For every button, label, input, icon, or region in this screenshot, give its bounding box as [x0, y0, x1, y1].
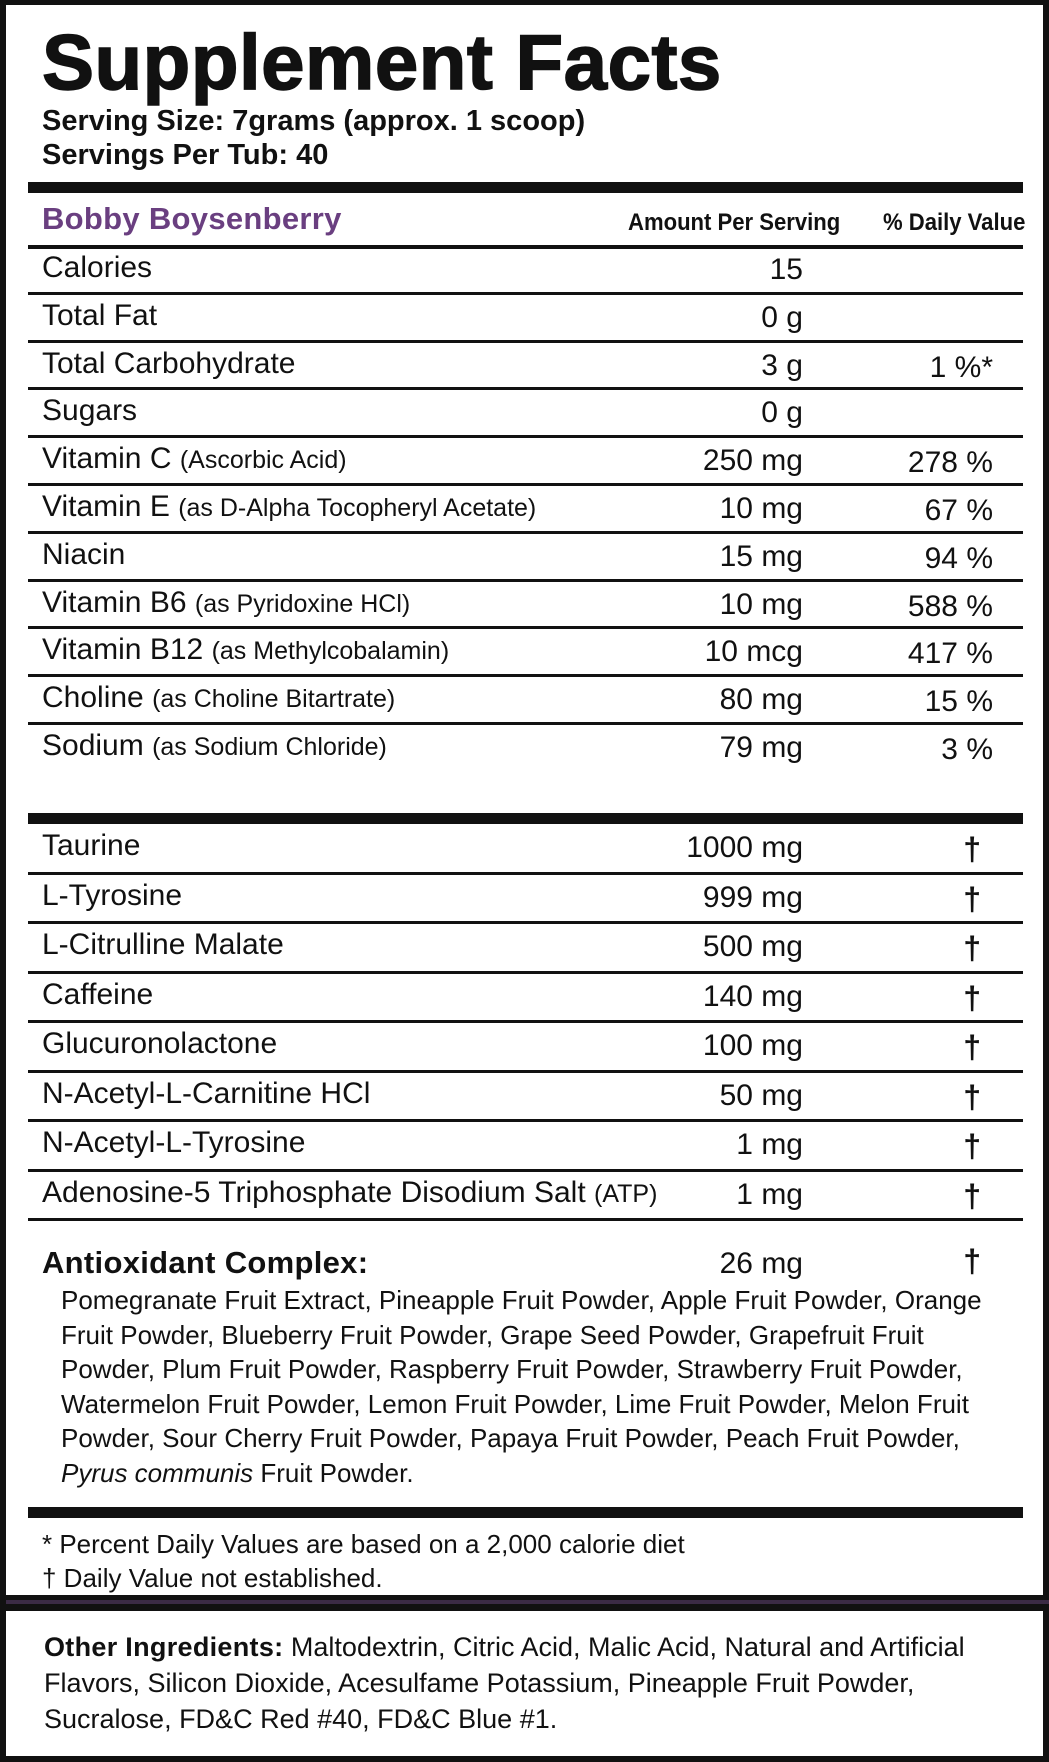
amount-per-serving: 50 mg — [719, 1078, 803, 1112]
daily-value: † — [963, 1029, 981, 1065]
table-row — [28, 295, 1023, 343]
antioxidant-ingredients — [61, 1283, 1016, 1490]
ingredient-name: Vitamin B6 — [42, 585, 187, 619]
amount-per-serving-header: Amount Per Serving — [628, 209, 841, 236]
row-name — [42, 442, 347, 476]
daily-value: † — [963, 1128, 981, 1164]
daily-value: † — [963, 979, 981, 1016]
table-row — [28, 247, 1023, 295]
antioxidant-title: Antioxidant Complex: — [42, 1245, 369, 1280]
daily-value: † — [963, 1078, 981, 1115]
servings-label: Servings Per Tub: — [42, 139, 289, 171]
daily-value: † — [963, 880, 981, 917]
row-name — [42, 1176, 657, 1210]
row-name — [42, 538, 125, 572]
amount-per-serving: 10 mcg — [704, 635, 803, 669]
ingredient-source: (as Methylcobalamin) — [211, 637, 450, 666]
table-row — [28, 677, 1023, 725]
antioxidant-amount: 26 mg — [719, 1247, 803, 1280]
row-name — [42, 299, 157, 333]
ingredient-name: Calories — [42, 251, 153, 284]
serving-size-value: 7grams (approx. 1 scoop) — [232, 105, 586, 137]
table-row — [28, 1172, 1023, 1222]
daily-value: † — [963, 1177, 981, 1214]
ingredient-name: Niacin — [42, 537, 126, 571]
table-row — [28, 825, 1023, 875]
footnote-not-established: † Daily Value not established. — [42, 1563, 383, 1593]
ingredient-source: (ATP) — [594, 1179, 658, 1208]
daily-value-header: % Daily Value — [883, 209, 1026, 236]
table-row — [28, 875, 1023, 925]
table-row — [28, 725, 1023, 773]
daily-value: † — [963, 930, 981, 966]
amount-per-serving: 999 mg — [702, 880, 803, 914]
row-name — [42, 879, 182, 913]
daily-value: 67 % — [924, 494, 993, 527]
serving-size — [42, 105, 585, 138]
row-divider — [28, 1218, 1023, 1221]
row-name — [42, 681, 395, 715]
amount-per-serving: 140 mg — [702, 979, 803, 1013]
row-name — [42, 633, 449, 667]
daily-value: 15 % — [924, 685, 993, 719]
other-ingredients-label: Other Ingredients: — [44, 1632, 284, 1662]
ingredient-name: Vitamin C — [42, 442, 172, 476]
thick-divider-2 — [28, 813, 1023, 824]
thick-divider — [28, 182, 1023, 193]
table-row — [28, 1023, 1023, 1073]
ingredient-name: Choline — [42, 681, 144, 715]
amount-per-serving: 10 mg — [719, 492, 803, 525]
ingredient-name: Adenosine-5 Triphosphate Disodium Salt — [42, 1175, 586, 1209]
daily-value: 3 % — [941, 733, 993, 766]
row-name — [42, 1126, 305, 1160]
row-name — [42, 490, 536, 524]
table-row — [28, 629, 1023, 677]
servings-per-tub — [42, 139, 328, 172]
amount-per-serving: 10 mg — [719, 587, 803, 621]
table-row — [28, 390, 1023, 438]
row-name — [42, 394, 137, 428]
serving-size-label: Serving Size: — [42, 105, 225, 137]
ingredient-name: Taurine — [42, 829, 141, 862]
row-name — [42, 829, 140, 863]
table-row — [28, 1073, 1023, 1123]
table-row — [28, 1122, 1023, 1172]
row-name — [42, 729, 387, 763]
ingredient-name: Sugars — [42, 394, 138, 428]
amount-per-serving: 0 g — [761, 300, 803, 334]
table-row — [28, 343, 1023, 391]
ingredient-name: Total Fat — [42, 298, 158, 332]
ingredient-source: (as Choline Bitartrate) — [152, 685, 396, 714]
flavor-name: Bobby Boysenberry — [42, 201, 342, 236]
daily-value: 94 % — [924, 541, 993, 575]
daily-value: 1 %* — [929, 350, 993, 384]
amount-per-serving: 500 mg — [702, 930, 803, 963]
antioxidant-tail: Fruit Powder. — [253, 1457, 414, 1488]
other-ingredients-text: Maltodextrin, Citric Acid, Malic Acid, Natural and Artificial Flavors, Silicon Dioxide, Acesulfame Potassium, Pineapple Fruit Powder, Sucralose, FD&C Red #40, FD&C Blue #1. — [44, 1632, 965, 1734]
ingredient-name: L-Citrulline Malate — [42, 928, 284, 961]
ingredient-source: (as D-Alpha Tocopheryl Acetate) — [178, 494, 537, 522]
row-name — [42, 347, 295, 381]
row-name — [42, 928, 284, 962]
table-row — [28, 974, 1023, 1024]
ingredient-source: (as Sodium Chloride) — [152, 733, 387, 761]
table-row — [28, 486, 1023, 534]
amount-per-serving: 15 mg — [719, 539, 803, 573]
other-ingredients — [44, 1629, 1034, 1737]
daily-value: 278 % — [907, 446, 993, 480]
ingredient-name: Vitamin B12 — [42, 633, 204, 667]
amount-per-serving: 15 — [769, 253, 803, 286]
amount-per-serving: 250 mg — [702, 444, 803, 478]
table-row — [28, 534, 1023, 582]
daily-value: † — [963, 831, 981, 867]
ingredient-name: N-Acetyl-L-Carnitine HCl — [42, 1076, 371, 1110]
daily-value: 417 % — [907, 637, 993, 671]
antioxidant-dagger: † — [963, 1243, 981, 1279]
ingredient-source: (Ascorbic Acid) — [179, 446, 347, 475]
ingredient-name: Sodium — [42, 729, 144, 762]
footnote-daily-values: * Percent Daily Values are based on a 2,000 calorie diet — [42, 1529, 685, 1559]
table-row — [28, 438, 1023, 486]
section-separator — [6, 1595, 1049, 1611]
ingredient-name: Vitamin E — [42, 490, 170, 523]
ingredient-name: L-Tyrosine — [42, 878, 183, 912]
amount-per-serving: 3 g — [761, 348, 803, 382]
ingredient-name: Total Carbohydrate — [42, 346, 296, 380]
row-name — [42, 1027, 277, 1061]
amount-per-serving: 100 mg — [702, 1029, 803, 1062]
amount-per-serving: 1000 mg — [686, 831, 803, 864]
row-name — [42, 1077, 370, 1111]
row-name — [42, 978, 153, 1012]
amount-per-serving: 79 mg — [719, 731, 803, 764]
panel-title: Supplement Facts — [42, 18, 722, 106]
amount-per-serving: 1 mg — [736, 1177, 803, 1211]
ingredient-name: Glucuronolactone — [42, 1027, 278, 1060]
column-header — [28, 199, 1026, 243]
ingredient-name: Caffeine — [42, 977, 154, 1011]
servings-value: 40 — [296, 139, 329, 171]
ingredient-name: N-Acetyl-L-Tyrosine — [42, 1126, 306, 1159]
amount-per-serving: 1 mg — [736, 1128, 803, 1161]
antioxidant-list: Pomegranate Fruit Extract, Pineapple Fruit Powder, Apple Fruit Powder, Orange Fruit Powder, Blueberry Fruit Powder, Grape Seed Powder, Grapefruit Fruit Powder, Plum Fruit Powder, Raspberry Fruit Powder, Strawberry Fruit Powder, Watermelon Fruit Powder, Lemon Fruit Powder, Lime Fruit Powder, Melon Fruit Powder, Sour Cherry Fruit Powder, Papaya Fruit Powder, Peach Fruit Powder, — [61, 1285, 982, 1453]
amount-per-serving: 80 mg — [719, 683, 803, 717]
ingredient-source: (as Pyridoxine HCl) — [194, 589, 411, 618]
thick-divider-3 — [28, 1507, 1023, 1518]
antioxidant-italic: Pyrus communis — [61, 1457, 254, 1488]
daily-value: 588 % — [907, 589, 993, 623]
table-row — [28, 924, 1023, 974]
row-name — [42, 586, 410, 620]
table-row — [28, 582, 1023, 630]
row-name — [42, 251, 152, 285]
amount-per-serving: 0 g — [761, 396, 803, 430]
